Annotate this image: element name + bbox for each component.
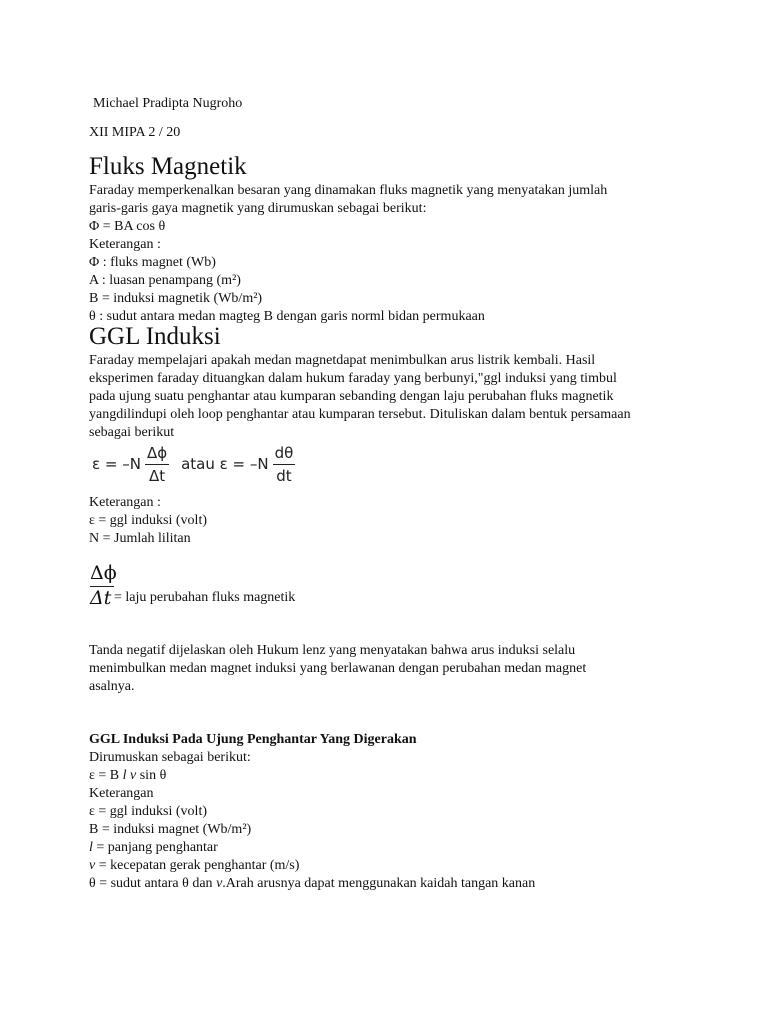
lenz-paragraph-line: menimbulkan medan magnet induksi yang berlawanan dengan perubahan medan magnet [89,661,587,676]
fluks-keterangan-label: Keterangan : [89,237,161,252]
equation-lhs: ε = –N [92,455,141,473]
ujung-formula: ε = B l v sin θ [89,768,167,783]
lenz-paragraph-line: asalnya. [89,679,135,694]
equation-middle: atau ε = –N [181,455,269,473]
ujung-keterangan-item: l = panjang penghantar [89,840,218,855]
heading-ggl-ujung-penghantar: GGL Induksi Pada Ujung Penghantar Yang Digerakan [89,732,417,747]
class-info: XII MIPA 2 / 20 [89,125,181,140]
heading-fluks-magnetik: Fluks Magnetik [89,153,247,180]
fluks-keterangan-item: θ : sudut antara medan magteg B dengan garis norml bidan permukaan [89,309,485,324]
heading-ggl-induksi: GGL Induksi [89,323,221,350]
rate-description: = laju perubahan fluks magnetik [114,590,296,605]
ggl-paragraph-line: pada ujung suatu penghantar atau kumparan sebanding dengan laju perubahan fluks magnetik [89,389,614,404]
ujung-keterangan-item: B = induksi magnet (Wb/m²) [89,822,252,837]
ggl-keterangan-item: N = Jumlah lilitan [89,531,191,546]
ggl-paragraph-line: Faraday mempelajari apakah medan magnetdapat menimbulkan arus listrik kembali. Hasil [89,353,596,368]
ujung-keterangan-item: θ = sudut antara θ dan v.Arah arusnya dapat menggunakan kaidah tangan kanan [89,876,536,891]
rate-of-flux-definition [90,562,295,609]
fluks-intro-line: garis-garis gaya magnetik yang dirumuskan sebagai berikut: [89,201,427,216]
rate-fraction [90,562,117,609]
ujung-keterangan-item: ε = ggl induksi (volt) [89,804,207,819]
lenz-paragraph-line: Tanda negatif dijelaskan oleh Hukum lenz yang menyatakan bahwa arus induksi selalu [89,643,576,658]
fraction-denominator: dt [276,466,292,485]
author-name: Michael Pradipta Nugroho [93,96,243,111]
ggl-paragraph-line: eksperimen faraday dituangkan dalam hukum faraday yang berbunyi,"ggl induksi yang timbul [89,371,617,386]
fluks-keterangan-item: B = induksi magnetik (Wb/m²) [89,291,263,306]
fraction-numerator: dθ [273,444,296,465]
fraction-numerator: Δϕ [145,444,169,465]
rate-denominator: Δt [90,587,112,609]
fraction-denominator: Δt [148,466,166,485]
ujung-keterangan-item: v = kecepatan gerak penghantar (m/s) [89,858,300,873]
fluks-formula: Φ = BA cos θ [89,219,166,234]
fraction-dphi-dt [145,444,169,485]
ujung-intro: Dirumuskan sebagai berikut: [89,750,251,765]
rate-numerator: Δϕ [90,562,114,587]
ggl-paragraph-line: yangdilindupi oleh loop penghantar atau kumparan tersebut. Dituliskan dalam bentuk persamaan [89,407,631,422]
ggl-paragraph-line: sebagai berikut [89,425,175,440]
ujung-keterangan-label: Keterangan [89,786,154,801]
fluks-keterangan-item: A : luasan penampang (m²) [89,273,241,288]
fluks-intro-line: Faraday memperkenalkan besaran yang dinamakan fluks magnetik yang menyatakan jumlah [89,183,608,198]
ggl-keterangan-label: Keterangan : [89,495,161,510]
faraday-equation [92,440,299,488]
ggl-keterangan-item: ε = ggl induksi (volt) [89,513,207,528]
fraction-dtheta-dt [273,444,296,485]
fluks-keterangan-item: Φ : fluks magnet (Wb) [89,255,216,270]
